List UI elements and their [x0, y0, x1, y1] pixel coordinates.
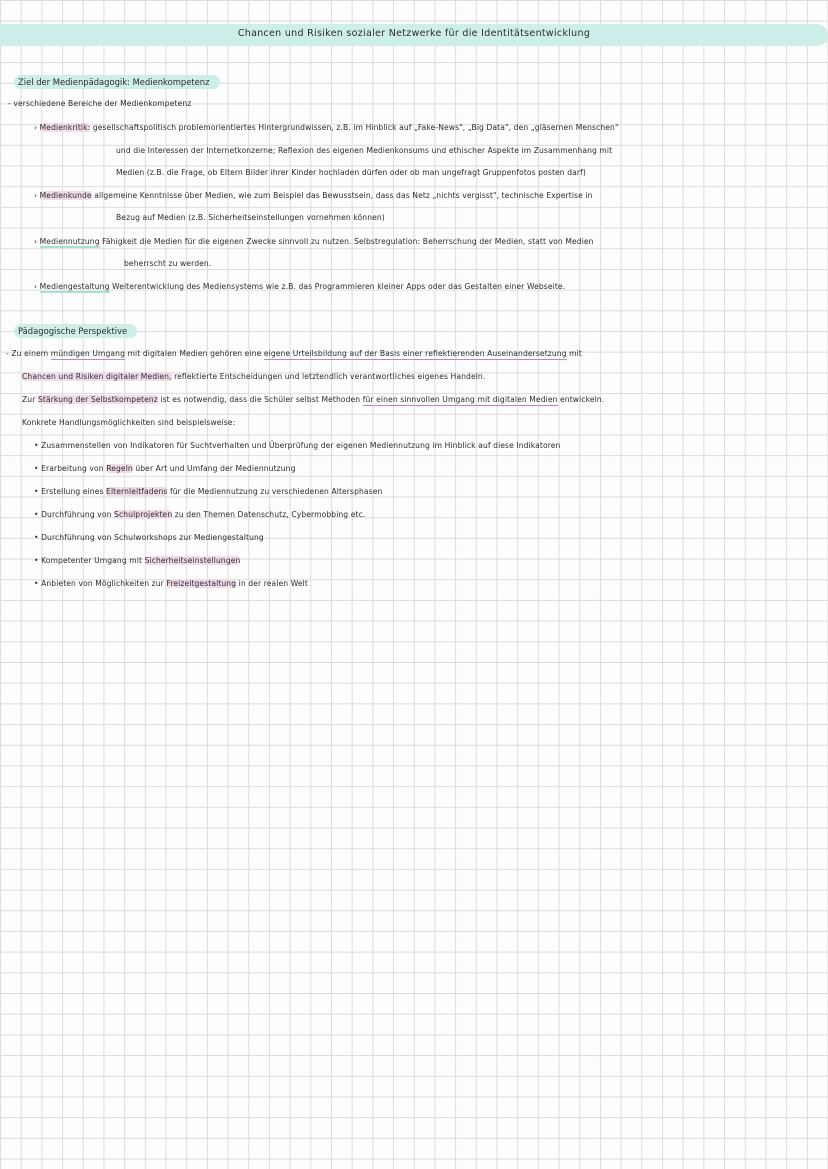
b2c: über Art und Umfang der Mediennutzung [135, 464, 296, 473]
term-medienkritik: Medienkritik: [39, 123, 91, 132]
item-mediengestaltung-text: Weiterentwicklung des Mediensystems wie z.B. das Programmieren kleiner Apps oder das Gestalten einer Webseite. [112, 282, 566, 291]
page-title: Chancen und Risiken sozialer Netzwerke für die Identitätsentwicklung [237, 28, 591, 39]
p3a: Zur [22, 395, 36, 404]
b6b-sicherheitseinstellungen: Sicherheitseinstellungen [144, 556, 241, 565]
bullet-sicherheit [34, 555, 240, 567]
item-mediennutzung-text: Fähigkeit die Medien für die eigenen Zwecke sinnvoll zu nutzen. Selbstregulation: Beherrschung der Medien, statt von Medien [102, 237, 594, 246]
item-mediennutzung: › Mediennutzung Fähigkeit die Medien für die eigenen Zwecke sinnvoll zu nutzen. Selbstregulation: Beherrschung der Medien, statt von Medien [34, 237, 594, 246]
item-mediennutzung-cont1: beherrscht zu werden. [124, 259, 212, 268]
item-medienkritik-text: gesellschaftspolitisch problemorientiertes Hintergrundwissen, z.B. im Hinblick auf „Fake-News", „Big Data", den „gläsernen Menschen" [92, 123, 619, 132]
p1c: mit digitalen Medien gehören eine [127, 349, 262, 358]
section2-heading-text: Pädagogische Perspektive [14, 324, 137, 338]
para2-line1 [22, 394, 604, 406]
para1-line1 [6, 348, 582, 360]
b7c: in der realen Welt [238, 579, 308, 588]
section2-heading [14, 324, 137, 338]
p2b: reflektierte Entscheidungen und letztendlich verantwortliches eigenes Handeln. [174, 372, 486, 381]
section1-intro: - verschiedene Bereiche der Medienkompetenz [8, 99, 192, 108]
bullet-workshops: • Durchführung von Schulworkshops zur Mediengestaltung [34, 533, 264, 542]
p3e: entwickeln. [560, 395, 605, 404]
b6a: • Kompetenter Umgang mit [34, 556, 143, 565]
para1-line2 [22, 371, 485, 383]
term-medienkunde: Medienkunde [39, 191, 92, 200]
b2b-regeln: Regeln [106, 464, 133, 473]
b3a: • Erstellung eines [34, 487, 104, 496]
term-mediennutzung: Mediennutzung [39, 237, 100, 246]
section1-heading-text: Ziel der Medienpädagogik: Medienkompetenz [14, 75, 220, 89]
item-mediengestaltung: › Mediengestaltung Weiterentwicklung des Mediensystems wie z.B. das Programmieren kleiner Apps oder das Gestalten einer Webseite. [34, 282, 566, 291]
item-medienkritik-cont2: Medien (z.B. die Frage, ob Eltern Bilder ihrer Kinder hochladen dürfen oder ob man ungefragt Gruppenfotos posten darf) [116, 168, 586, 177]
b4c: zu den Themen Datenschutz, Cybermobbing etc. [174, 510, 366, 519]
bullet-regeln [34, 463, 295, 475]
item-medienkritik-cont1: und die Interessen der Internetkonzerne; Reflexion des eigenen Medienkonsums und ethischer Aspekte im Zusammenhang mit [116, 146, 613, 155]
b4b-schulprojekte: Schulprojekten [114, 510, 173, 519]
b3c: für die Mediennutzung zu verschiedenen Altersphasen [169, 487, 383, 496]
p1b-mundiger-umgang: mündigen Umgang [50, 349, 125, 358]
p2a-chancen-risiken: Chancen und Risiken digitaler Medien, [22, 372, 172, 381]
p1d-urteilsbildung: eigene Urteilsbildung auf der Basis einer reflektierenden Auseinandersetzung [263, 349, 567, 358]
bullet-schulprojekte [34, 509, 365, 521]
b7b-freizeitgestaltung: Freizeitgestaltung [166, 579, 237, 588]
item-medienkunde: › Medienkunde allgemeine Kenntnisse über Medien, wie zum Beispiel das Bewusstsein, dass das Netz „nichts vergisst", technische Expertise in [34, 191, 593, 200]
section1-heading [14, 75, 220, 89]
item-medienkunde-text: allgemeine Kenntnisse über Medien, wie zum Beispiel das Bewusstsein, dass das Netz „nichts vergisst", technische Expertise in [94, 191, 593, 200]
bullet-elternleitfaden [34, 486, 382, 498]
p3d-sinnvoller-umgang: für einen sinnvollen Umgang mit digitalen Medien [362, 395, 558, 404]
p3b-selbstkompetenz: Stärkung der Selbstkompetenz [37, 395, 158, 404]
para2-line2: Konkrete Handlungsmöglichkeiten sind beispielsweise: [22, 418, 236, 427]
term-mediengestaltung: Mediengestaltung [39, 282, 110, 291]
item-medienkunde-cont1: Bezug auf Medien (z.B. Sicherheitseinstellungen vornehmen können) [116, 213, 385, 222]
p1a: - Zu einem [6, 349, 49, 358]
b3b-elternleitfaden: Elternleitfadens [106, 487, 168, 496]
item-medienkritik: › Medienkritik: gesellschaftspolitisch problemorientiertes Hintergrundwissen, z.B. im Hinblick auf „Fake-News", „Big Data", den „gläsernen Menschen" [34, 123, 619, 132]
p1e: mit [569, 349, 582, 358]
bullet-sucht: • Zusammenstellen von Indikatoren für Suchtverhalten und Überprüfung der eigenen Mediennutzung im Hinblick auf diese Indikatoren [34, 441, 561, 450]
b2a: • Erarbeitung von [34, 464, 104, 473]
p3c: ist es notwendig, dass die Schüler selbst Methoden [160, 395, 361, 404]
b4a: • Durchführung von [34, 510, 112, 519]
b7a: • Anbieten von Möglichkeiten zur [34, 579, 164, 588]
bullet-freizeit [34, 578, 308, 590]
